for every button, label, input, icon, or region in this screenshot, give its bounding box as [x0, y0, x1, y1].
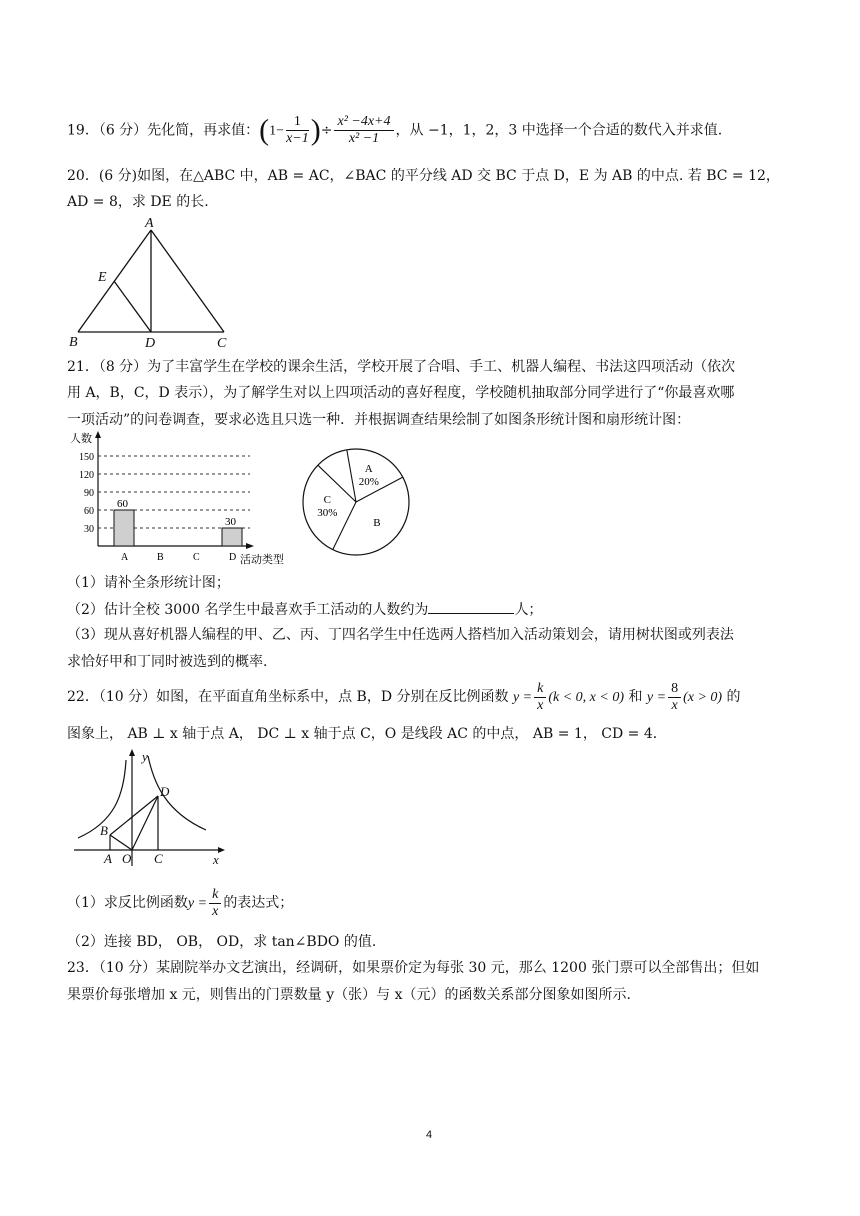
label-a: A	[104, 851, 112, 866]
x-arrow	[218, 847, 225, 853]
q22-f1-cond: (k < 0, x < 0)	[548, 690, 624, 705]
label-c: C	[217, 336, 227, 350]
q21-line1: 21．（8 分）为了丰富学生在学校的课余生活，学校开展了合唱、手工、机器人编程、书法这四项活动（依次	[67, 359, 736, 375]
q20-line1: 20．(6 分)如图，在△ABC 中，AB = AC，∠BAC 的平分线 AD 交 BC 于点 D，E 为 AB 的中点. 若 BC = 12，	[67, 168, 780, 184]
q21-line2: 用 A，B，C，D 表示），为了解学生对以上四项活动的喜好程度，学校随机抽取部分同学进行了“你最喜欢哪	[67, 385, 735, 401]
right-paren: )	[310, 113, 321, 147]
q19-suffix: ，从 −1，1，2，3 中选择一个合适的数代入并求值.	[395, 122, 723, 139]
bar-xlabel: 活动类型	[240, 554, 284, 566]
q20-line2: AD = 8，求 DE 的长.	[67, 194, 209, 210]
q19-frac2-den: x² −1	[348, 131, 380, 146]
pie-label-A: A	[364, 462, 373, 475]
q19-frac1-num: 1	[286, 114, 309, 131]
label-d: D	[160, 784, 170, 799]
q19-div: ÷	[320, 122, 333, 139]
q19-frac1	[286, 114, 309, 147]
label-e: E	[98, 270, 107, 285]
pie-label-C: C	[323, 494, 331, 507]
q23-line1: 23．（10 分）某剧院举办文艺演出，经调研，如果票价定为每张 30 元，那么 1200 张门票可以全部售出；但如	[67, 960, 760, 976]
x-tick-label: C	[193, 552, 200, 563]
q22-sub1-f: y =	[187, 896, 208, 911]
q22-f2-num: 8	[668, 681, 681, 698]
q22-f2-den: x	[671, 697, 678, 713]
q21-sub2	[67, 599, 542, 620]
q22-f1-frac	[534, 681, 546, 714]
q22-and: 和	[628, 689, 643, 705]
q19-one-minus: 1−	[269, 123, 285, 139]
q22-line1-text: 22．（10 分）如图，在平面直角坐标系中，点 B，D 分别在反比例函数	[67, 689, 509, 705]
curve-positive	[148, 756, 206, 830]
q21-pie-chart	[300, 446, 412, 558]
q22-f2: y =	[646, 690, 667, 705]
answer-blank[interactable]	[428, 599, 514, 614]
q22-f1-den: x	[537, 697, 544, 713]
segment-od	[132, 796, 158, 850]
segment-de	[114, 281, 151, 332]
label-x: x	[213, 852, 219, 867]
y-tick-label: 30	[84, 524, 94, 535]
label-a: A	[145, 216, 154, 231]
q22-f1-num: k	[534, 681, 546, 698]
pie-percent-C: 30%	[317, 507, 338, 520]
y-tick-label: 120	[79, 470, 94, 481]
q22-sub2: （2）连接 BD， OB， OD，求 tan∠BDO 的值.	[67, 934, 377, 950]
label-c: C	[154, 851, 163, 866]
q22-sub1-text: （1）求反比例函数	[67, 895, 188, 911]
y-tick-label: 60	[84, 506, 94, 517]
page-number: 4	[426, 1129, 433, 1141]
q21-bar-chart	[60, 428, 310, 570]
x-tick-label: B	[157, 552, 164, 563]
y-tick-label: 150	[79, 452, 94, 463]
q19-prefix: 19．（6 分）先化简，再求值：	[67, 122, 260, 139]
label-y: y	[142, 749, 148, 764]
q22-line1-end: 的	[726, 689, 741, 705]
bar-A	[114, 510, 134, 546]
segment-ob	[110, 835, 132, 850]
x-axis-arrow	[246, 543, 254, 549]
q22-f2-cond: (x > 0)	[683, 690, 723, 705]
bar-ylabel: 人数	[70, 433, 92, 445]
q22-sub1	[67, 886, 293, 921]
bar-D	[222, 528, 242, 546]
x-tick-label: D	[229, 552, 237, 563]
q22-f2-frac	[668, 681, 681, 714]
q22-sub1-num: k	[209, 887, 221, 904]
y-arrow	[129, 749, 135, 756]
x-tick-label: A	[121, 552, 129, 563]
q22-f1: y =	[512, 690, 533, 705]
pie-percent-A: 20%	[358, 475, 379, 488]
q22-line2: 图象上， AB ⊥ x 轴于点 A， DC ⊥ x 轴于点 C，O 是线段 AC 的中点， AB = 1， CD = 4．	[67, 726, 667, 742]
q21-line3: 一项活动”的问卷调查，要求必选且只选一种．并根据调查结果绘制了如图条形统计图和扇形统计图：	[67, 412, 691, 428]
q23-line2: 果票价每张增加 x 元，则售出的门票数量 y（张）与 x（元）的函数关系部分图象如图所示.	[67, 987, 631, 1003]
q21-sub2-text: （2）估计全校 3000 名学生中最喜欢手工活动的人数约为	[67, 602, 429, 618]
side-ac	[151, 230, 224, 332]
q21-sub3-line2: 求恰好甲和丁同时被选到的概率.	[67, 654, 268, 670]
q19-frac1-den: x−1	[286, 131, 309, 146]
label-b: B	[69, 335, 78, 350]
q19-line	[67, 114, 722, 147]
q21-sub1: （1）请补全条形统计图；	[67, 575, 230, 591]
q22-sub1-frac	[209, 887, 221, 920]
q22-sub1-end: 的表达式；	[223, 895, 294, 911]
bar-data-label: 30	[225, 516, 236, 528]
q22-sub1-den: x	[212, 903, 219, 919]
label-o: O	[122, 851, 132, 866]
q21-sub3-line1: （3）现从喜好机器人编程的甲、乙、丙、丁四名学生中任选两人搭档加入活动策划会，请用树状图或列表法	[67, 627, 734, 643]
q22-line1	[67, 680, 741, 715]
q19-frac2	[334, 114, 393, 147]
pie-label-B: B	[373, 517, 381, 530]
q22-coordinate-figure	[70, 746, 230, 870]
q20-triangle-figure	[66, 214, 246, 350]
y-axis-arrow	[95, 431, 101, 438]
label-b: B	[100, 823, 108, 838]
q19-frac2-num: x² −4x+4	[334, 114, 393, 131]
label-d: D	[145, 336, 156, 350]
y-tick-label: 90	[84, 488, 94, 499]
q21-sub2-end: 人；	[514, 602, 543, 618]
left-paren: (	[259, 113, 270, 147]
bar-data-label: 60	[117, 498, 128, 510]
